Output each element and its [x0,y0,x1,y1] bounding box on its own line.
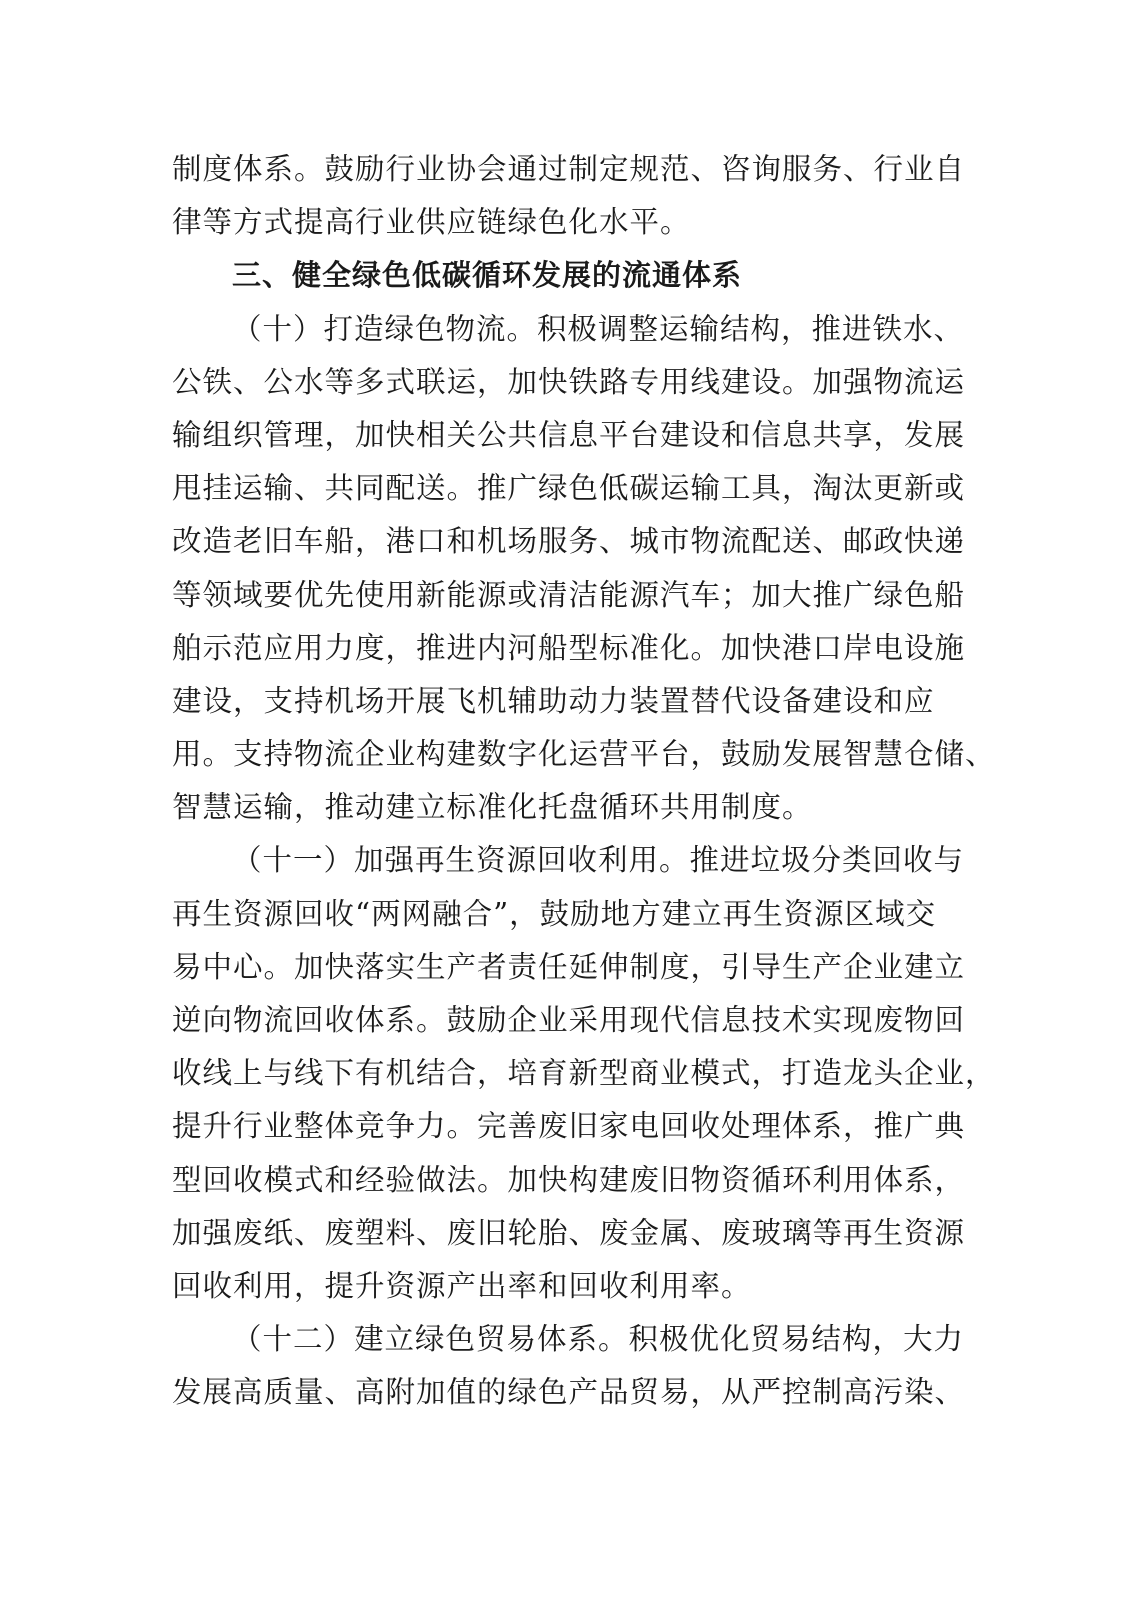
paragraph-line: 甩挂运输、共同配送。推广绿色低碳运输工具，淘汰更新或 [172,471,966,506]
paragraph-line: 收线上与线下有机结合，培育新型商业模式，打造龙头企业， [172,1056,996,1091]
paragraph-line: 再生资源回收“两网融合”，鼓励地方建立再生资源区域交 [172,896,937,931]
paragraph-line: 等领域要优先使用新能源或清洁能源汽车；加大推广绿色船 [172,577,966,612]
paragraph-line: 公铁、公水等多式联运，加快铁路专用线建设。加强物流运 [172,364,966,399]
paragraph-line: 发展高质量、高附加值的绿色产品贸易，从严控制高污染、 [172,1375,966,1410]
paragraph-line: （十）打造绿色物流。积极调整运输结构，推进铁水、 [232,311,965,346]
paragraph-line: 逆向物流回收体系。鼓励企业采用现代信息技术实现废物回 [172,1003,966,1037]
paragraph-line: 舶示范应用力度，推进内河船型标准化。加快港口岸电设施 [172,630,966,665]
paragraph-line: （十一）加强再生资源回收利用。推进垃圾分类回收与 [232,843,965,878]
paragraph-line: 加强废纸、废塑料、废旧轮胎、废金属、废玻璃等再生资源 [172,1215,966,1250]
paragraph-line: 输组织管理，加快相关公共信息平台建设和信息共享，发展 [172,417,966,452]
paragraph-line: 型回收模式和经验做法。加快构建废旧物资循环利用体系， [172,1162,966,1197]
paragraph-line: 建设，支持机场开展飞机辅助动力装置替代设备建设和应 [172,683,935,718]
paragraph-line: 制度体系。鼓励行业协会通过制定规范、咨询服务、行业自 [172,152,966,186]
paragraph-line: 用。支持物流企业构建数字化运营平台，鼓励发展智慧仓储、 [172,737,996,772]
paragraph-line: 提升行业整体竞争力。完善废旧家电回收处理体系，推广典 [172,1109,966,1144]
paragraph-line: 律等方式提高行业供应链绿色化水平。 [172,205,691,240]
document-body [172,143,996,1420]
paragraph-line: 回收利用，提升资源产出率和回收利用率。 [172,1268,752,1303]
section-heading: 三、健全绿色低碳循环发展的流通体系 [232,258,743,293]
paragraph-line: 改造老旧车船，港口和机场服务、城市物流配送、邮政快递 [172,524,966,559]
paragraph-line: 智慧运输，推动建立标准化托盘循环共用制度。 [172,790,813,825]
paragraph-line: 易中心。加快落实生产者责任延伸制度，引导生产企业建立 [172,949,966,984]
paragraph-line: （十二）建立绿色贸易体系。积极优化贸易结构，大力 [232,1322,965,1357]
